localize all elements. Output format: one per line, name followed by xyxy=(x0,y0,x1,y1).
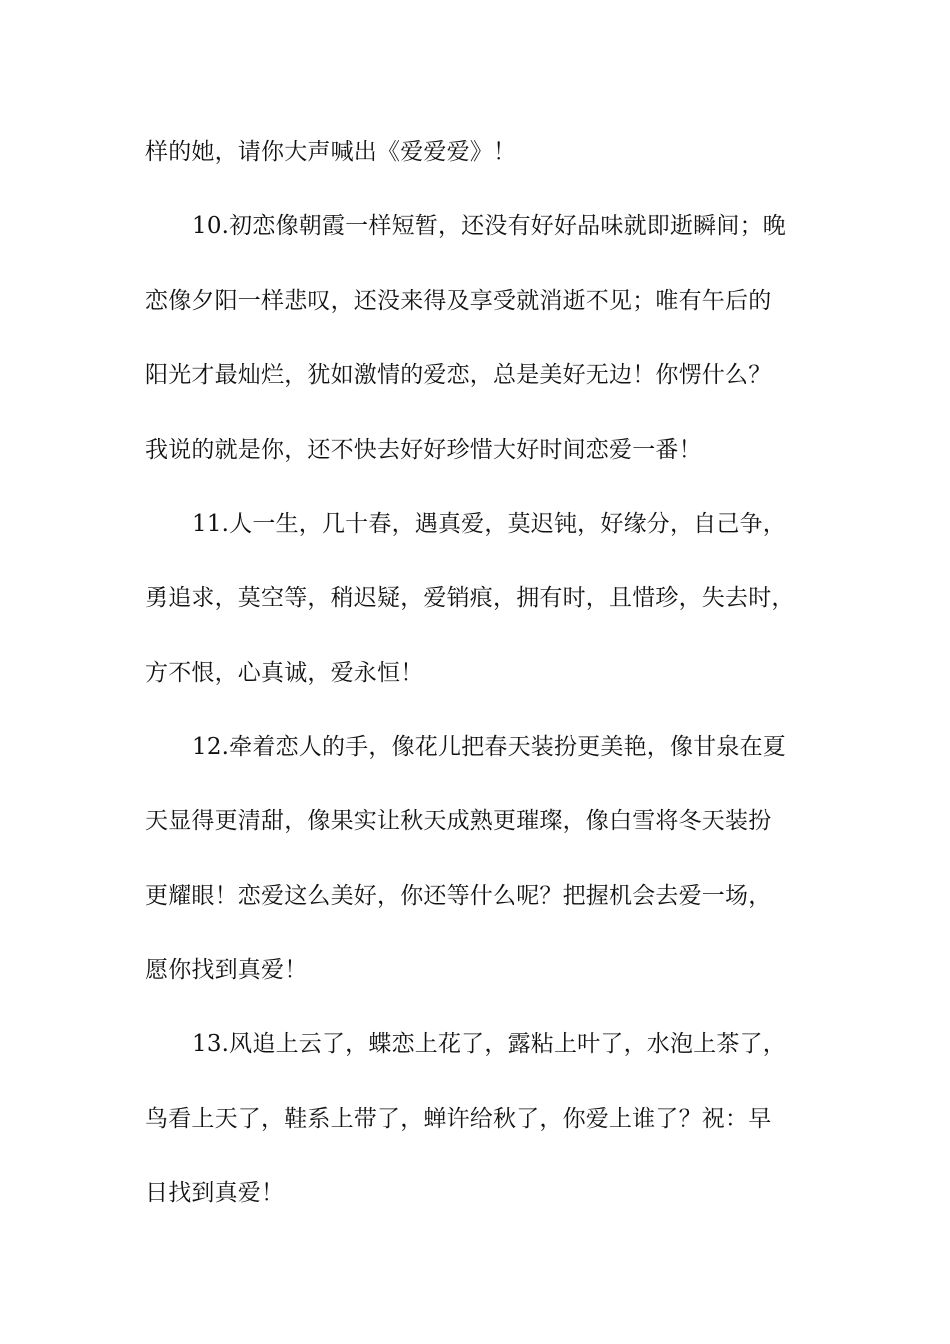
text-line: 鸟看上天了，鞋系上带了，蝉许给秋了，你爱上谁了？祝：早 xyxy=(145,1106,772,1132)
text-line: 天显得更清甜，像果实让秋天成熟更璀璨，像白雪将冬天装扮 xyxy=(145,808,772,834)
text-line: 样的她，请你大声喊出《爱爱爱》！ xyxy=(145,139,517,165)
text-line: 日找到真爱！ xyxy=(145,1180,285,1206)
text-line: 10.初恋像朝霞一样短暂，还没有好好品味就即逝瞬间；晚 xyxy=(192,213,786,239)
text-line: 恋像夕阳一样悲叹，还没来得及享受就消逝不见；唯有午后的 xyxy=(145,288,772,314)
text-line: 11.人一生，几十春，遇真爱，莫迟钝，好缘分，自己争， xyxy=(192,511,786,537)
text-line: 愿你找到真爱！ xyxy=(145,957,308,983)
text-line: 阳光才最灿烂，犹如激情的爱恋，总是美好无边！你愣什么？ xyxy=(145,362,772,388)
text-line: 勇追求，莫空等，稍迟疑，爱销痕，拥有时，且惜珍，失去时， xyxy=(145,585,795,611)
text-line: 更耀眼！恋爱这么美好，你还等什么呢？把握机会去爱一场， xyxy=(145,883,772,909)
text-line: 方不恨，心真诚，爱永恒！ xyxy=(145,660,424,686)
text-line: 我说的就是你，还不快去好好珍惜大好时间恋爱一番！ xyxy=(145,437,702,463)
text-line: 12.牵着恋人的手，像花儿把春天装扮更美艳，像甘泉在夏 xyxy=(192,734,786,760)
text-line: 13.风追上云了，蝶恋上花了，露粘上叶了，水泡上茶了， xyxy=(192,1031,786,1057)
